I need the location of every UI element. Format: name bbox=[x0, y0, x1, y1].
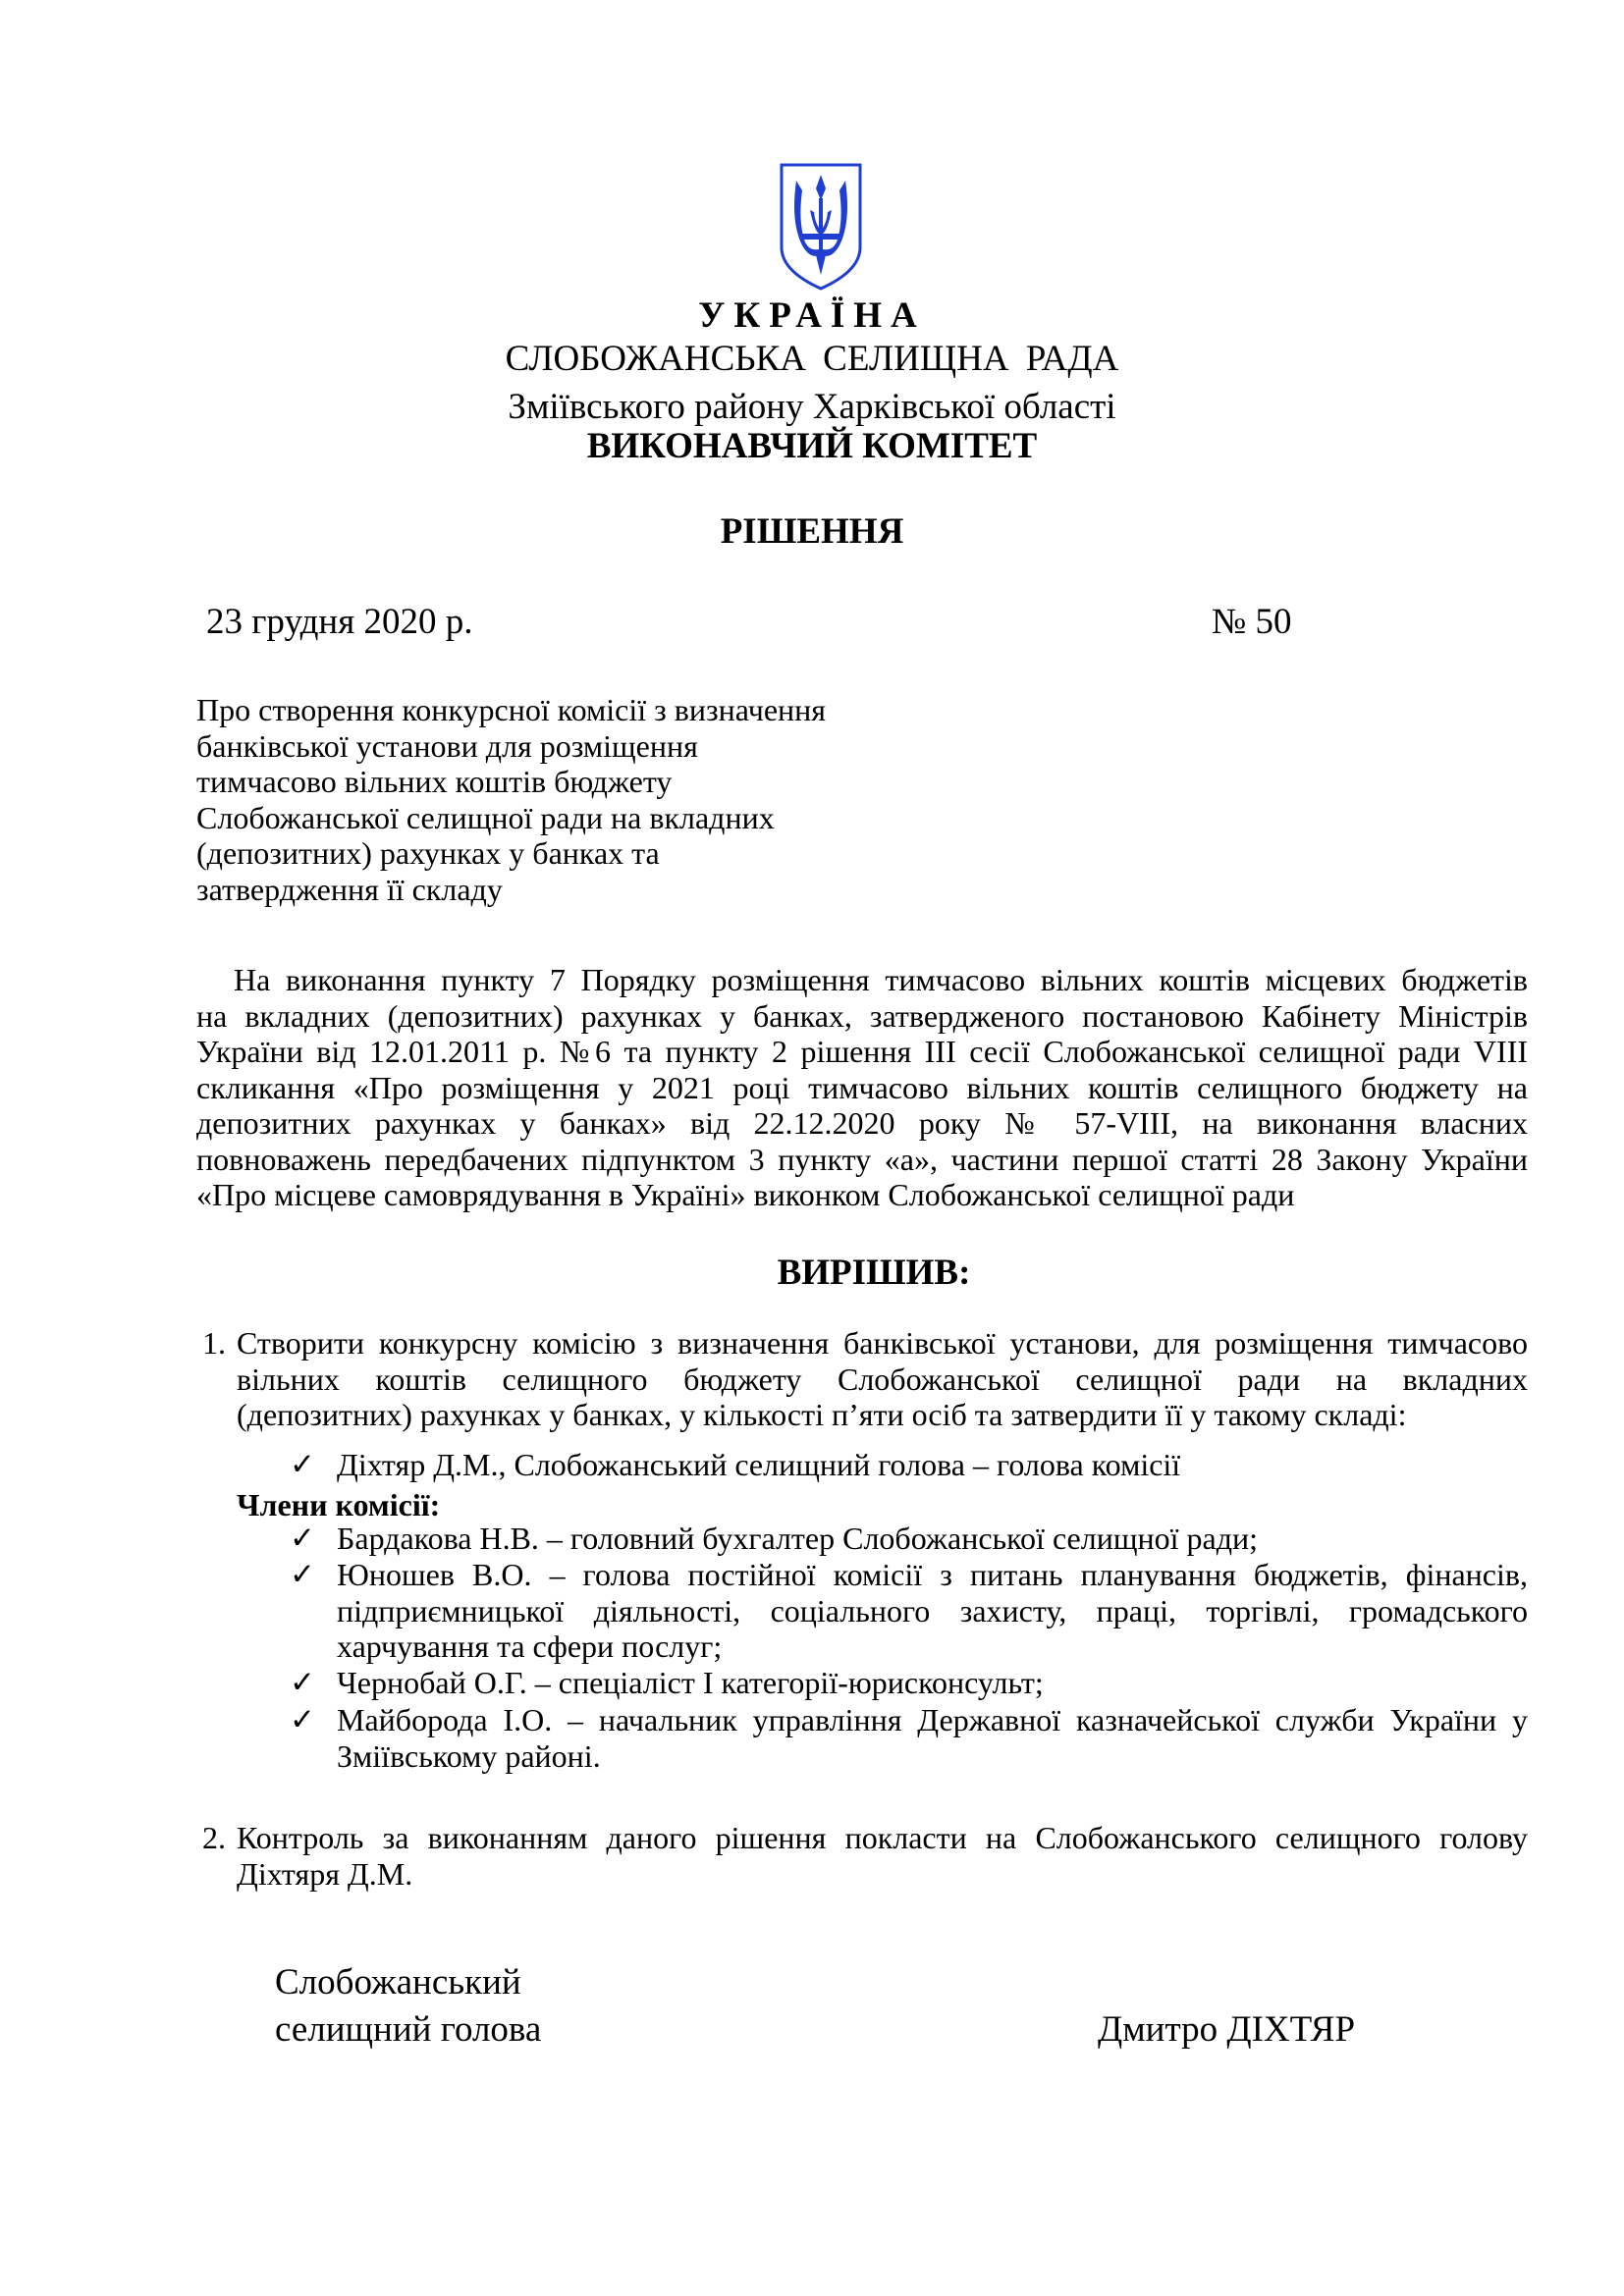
item-line: Контроль за виконанням даного рішення покласти на Слобожанського селищного голову bbox=[237, 1820, 1528, 1855]
subject-line: банківської установи для розміщення bbox=[196, 727, 698, 764]
member-item bbox=[337, 1557, 1528, 1665]
member-item: Бардакова Н.В. – головний бухгалтер Слобожанської селищної ради; bbox=[337, 1521, 1258, 1556]
subject-line: Про створення конкурсної комісії з визначення bbox=[196, 692, 826, 727]
preamble-line: скликання «Про розміщення у 2021 році тимчасово вільних коштів селищного бюджету на bbox=[196, 1069, 1528, 1105]
preamble-line: «Про місцеве самоврядування в Україні» виконком Слобожанської селищної ради bbox=[196, 1177, 1295, 1212]
decision-date: 23 грудня 2020 р. bbox=[206, 602, 473, 642]
preamble-line: депозитних рахунках у банках» від 22.12.2020 року № 57-VIII, на виконання власних bbox=[196, 1105, 1528, 1141]
signatory-position bbox=[275, 1959, 541, 2054]
members-label: Члени комісії: bbox=[237, 1487, 441, 1522]
signatory-position-line: Слобожанський bbox=[275, 1962, 521, 2002]
member-line: підприємницької діяльності, соціального захисту, праці, торгівлі, громадського bbox=[337, 1592, 1528, 1629]
check-mark-icon: ✓ bbox=[290, 1665, 315, 1699]
check-mark-icon: ✓ bbox=[290, 1557, 315, 1591]
preamble-line: На виконання пункту 7 Порядку розміщення тимчасово вільних коштів місцевих бюджетів bbox=[234, 962, 1528, 997]
subject-line: тимчасово вільних коштів бюджету bbox=[196, 764, 673, 799]
member-line: Зміївському районі. bbox=[337, 1737, 601, 1774]
commission-head: Діхтяр Д.М., Слобожанський селищний голова – голова комісії bbox=[337, 1447, 1181, 1482]
trident-coat-of-arms-icon bbox=[777, 161, 865, 293]
item-line: (депозитних) рахунках у банках, у кількості п’яти осіб та затвердити її у такому складі: bbox=[237, 1397, 1407, 1432]
item-line: Діхтяря Д.М. bbox=[237, 1855, 413, 1892]
preamble-line: на вкладних (депозитних) рахунках у банках, затвердженого постановою Кабінету Міністрів bbox=[196, 997, 1528, 1034]
signatory-position-line: селищний голова bbox=[275, 2009, 542, 2050]
resolved-heading: ВИРІШИВ: bbox=[777, 1253, 971, 1293]
check-mark-icon: ✓ bbox=[290, 1702, 315, 1736]
item-number: 2. bbox=[202, 1820, 226, 1855]
item-line: вільних коштів селищного бюджету Слобожанської селищної ради на вкладних bbox=[237, 1361, 1528, 1397]
item-line: Створити конкурсну комісію з визначення банківської установи, для розміщення тимчасово bbox=[237, 1325, 1528, 1361]
subject-line: (депозитних) рахунках у банках та bbox=[196, 835, 660, 871]
check-mark-icon: ✓ bbox=[290, 1521, 315, 1555]
document-type-title: РІШЕННЯ bbox=[720, 511, 904, 552]
subject-line: Слобожанської селищної ради на вкладних bbox=[196, 799, 775, 835]
check-mark-icon: ✓ bbox=[290, 1447, 315, 1481]
region-title: Зміївського району Харківської області bbox=[508, 387, 1116, 427]
member-item bbox=[337, 1702, 1528, 1774]
committee-title: ВИКОНАВЧИЙ КОМІТЕТ bbox=[586, 426, 1038, 466]
decision-subject bbox=[196, 692, 903, 907]
member-line: харчування та сфери послуг; bbox=[337, 1629, 723, 1664]
item-2-text bbox=[237, 1820, 1528, 1892]
council-title: СЛОБОЖАНСЬКА СЕЛИЩНА РАДА bbox=[505, 339, 1119, 379]
member-line: Юношев В.О. – голова постійної комісії з питань планування бюджетів, фінансів, bbox=[337, 1557, 1528, 1592]
signatory-name: Дмитро ДІХТЯР bbox=[1098, 2009, 1356, 2050]
decision-number: № 50 bbox=[1212, 602, 1292, 642]
item-1-text bbox=[237, 1325, 1528, 1433]
preamble-line: України від 12.01.2011 р. №6 та пункту 2 рішення ІІІ сесії Слобожанської селищної ради VIII bbox=[196, 1034, 1528, 1069]
member-line: Майборода І.О. – начальник управління Державної казначейської служби України у bbox=[337, 1702, 1528, 1737]
subject-line: затвердження її складу bbox=[196, 871, 503, 907]
preamble-paragraph bbox=[196, 962, 1528, 1213]
country-title: УКРАЇНА bbox=[698, 295, 926, 336]
preamble-line: повноважень передбачених підпунктом 3 пункту «а», частини першої статті 28 Закону України bbox=[196, 1141, 1528, 1177]
member-item: Чернобай О.Г. – спеціаліст І категорії-юрисконсульт; bbox=[337, 1665, 1044, 1700]
item-number: 1. bbox=[202, 1325, 226, 1361]
